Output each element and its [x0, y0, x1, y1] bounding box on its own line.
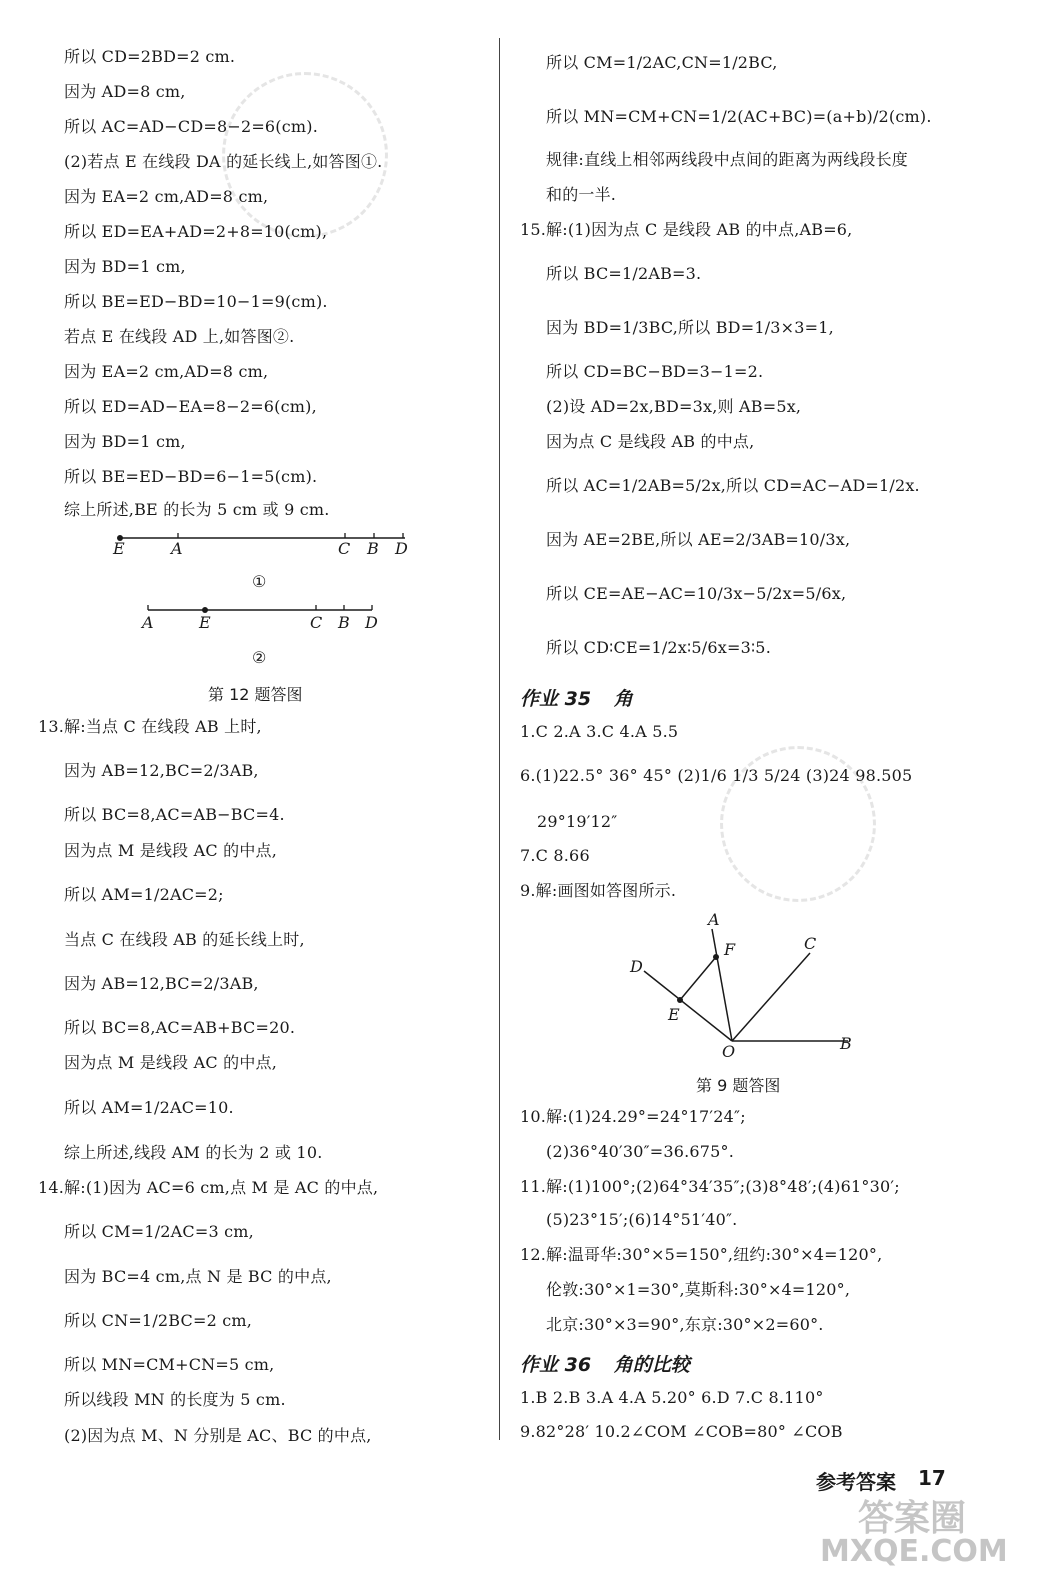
section-number: 作业 35 — [520, 688, 592, 710]
text-line: 因为点 M 是线段 AC 的中点, — [64, 841, 278, 860]
text-line: (2)36°40′30″=36.675°. — [546, 1142, 735, 1161]
point-label: E — [668, 1005, 680, 1024]
text-line: 因为 BD=1/3BC,所以 BD=1/3×3=1, — [546, 318, 834, 337]
figure-caption: 第 9 题答图 — [696, 1076, 781, 1095]
text-line: 因为 BD=1 cm, — [64, 257, 186, 276]
text-line: (5)23°15′;(6)14°51′40″. — [546, 1210, 738, 1229]
text-line: 所以 BC=8,AC=AB+BC=20. — [64, 1018, 296, 1037]
page-number: 17 — [918, 1466, 946, 1490]
text-line: 所以 CE=AE−AC=10/3x−5/2x=5/6x, — [546, 584, 847, 603]
footer-label: 参考答案 — [816, 1470, 896, 1494]
text-line: 6.(1)22.5° 36° 45° (2)1/6 1/3 5/24 (3)24 98.505 — [520, 766, 913, 785]
text-line: 11.解:(1)100°;(2)64°34′35″;(3)8°48′;(4)61°30′; — [520, 1177, 900, 1196]
watermark-logo: 答案圈 — [858, 1498, 967, 1539]
text-line: 所以 CD=BC−BD=3−1=2. — [546, 362, 764, 381]
text-line: 1.B 2.B 3.A 4.A 5.20° 6.D 7.C 8.110° — [520, 1388, 824, 1407]
point-label: D — [395, 539, 408, 558]
point-label: B — [367, 539, 379, 558]
section-heading — [520, 684, 633, 711]
text-line: 所以 CM=1/2AC,CN=1/2BC, — [546, 53, 778, 72]
text-line: 所以 CN=1/2BC=2 cm, — [64, 1311, 253, 1330]
text-line: 规律:直线上相邻两线段中点间的距离为两线段长度 — [546, 150, 908, 169]
text-line: 因为点 M 是线段 AC 的中点, — [64, 1053, 278, 1072]
segment-diagram-1 — [100, 524, 420, 599]
segment-diagram-2 — [130, 600, 410, 672]
text-line: 因为 AE=2BE,所以 AE=2/3AB=10/3x, — [546, 530, 851, 549]
text-line: 所以 ED=AD−EA=8−2=6(cm), — [64, 397, 317, 416]
text-line: 若点 E 在线段 AD 上,如答图②. — [64, 327, 295, 346]
text-line: 因为 BC=4 cm,点 N 是 BC 的中点, — [64, 1267, 332, 1286]
point-label: A — [708, 910, 720, 929]
text-line: 所以 CD∶CE=1/2x∶5/6x=3∶5. — [546, 638, 771, 657]
point-label: E — [199, 613, 211, 632]
point-label: D — [365, 613, 378, 632]
text-line: 10.解:(1)24.29°=24°17′24″; — [520, 1107, 746, 1126]
point-label: C — [338, 539, 351, 558]
text-line: 因为 AD=8 cm, — [64, 82, 186, 101]
text-line: 所以线段 MN 的长度为 5 cm. — [64, 1390, 286, 1409]
text-line: 1.C 2.A 3.C 4.A 5.5 — [520, 722, 679, 741]
text-line: 伦敦:30°×1=30°,莫斯科:30°×4=120°, — [546, 1280, 851, 1299]
section-topic: 角的比较 — [613, 1354, 690, 1376]
text-line: (2)若点 E 在线段 DA 的延长线上,如答图①. — [64, 152, 383, 171]
point-label: C — [310, 613, 323, 632]
text-line: 因为 AB=12,BC=2/3AB, — [64, 974, 259, 993]
diagram-number: ② — [252, 648, 267, 667]
text-line: 因为点 C 是线段 AB 的中点, — [546, 432, 755, 451]
text-line: 12.解:温哥华:30°×5=150°,纽约:30°×4=120°, — [520, 1245, 883, 1264]
point-label: E — [113, 539, 125, 558]
text-line: 所以 BE=ED−BD=10−1=9(cm). — [64, 292, 328, 311]
text-line: 所以 AC=1/2AB=5/2x,所以 CD=AC−AD=1/2x. — [546, 476, 920, 495]
text-line: 7.C 8.66 — [520, 846, 590, 865]
point-label: A — [171, 539, 183, 558]
text-line: 所以 CD=2BD=2 cm. — [64, 47, 236, 66]
text-line: 因为 BD=1 cm, — [64, 432, 186, 451]
text-line: 所以 ED=EA+AD=2+8=10(cm), — [64, 222, 328, 241]
point-label: D — [630, 957, 643, 976]
text-line: 所以 AM=1/2AC=10. — [64, 1098, 234, 1117]
text-line: 当点 C 在线段 AB 的延长线上时, — [64, 930, 305, 949]
point-label: O — [722, 1042, 736, 1061]
point-label: F — [724, 940, 736, 959]
text-line: 所以 MN=CM+CN=5 cm, — [64, 1355, 275, 1374]
section-number: 作业 36 — [520, 1354, 592, 1376]
section-heading — [520, 1350, 690, 1377]
text-line: (2)设 AD=2x,BD=3x,则 AB=5x, — [546, 397, 802, 416]
text-line: 因为 AB=12,BC=2/3AB, — [64, 761, 259, 780]
text-line: 综上所述,BE 的长为 5 cm 或 9 cm. — [64, 500, 330, 519]
angle-diagram — [620, 905, 870, 1065]
point-label: B — [840, 1034, 852, 1053]
text-line: 所以 AC=AD−CD=8−2=6(cm). — [64, 117, 319, 136]
text-line: 9.82°28′ 10.2∠COM ∠COB=80° ∠COB — [520, 1422, 843, 1441]
text-line: 所以 MN=CM+CN=1/2(AC+BC)=(a+b)/2(cm). — [546, 107, 932, 126]
text-line: 所以 BC=8,AC=AB−BC=4. — [64, 805, 285, 824]
text-line: 29°19′12″ — [537, 812, 618, 831]
point-label: A — [142, 613, 154, 632]
point-label: B — [338, 613, 350, 632]
text-line: 9.解:画图如答图所示. — [520, 881, 677, 900]
section-topic: 角 — [613, 688, 633, 710]
point-label: C — [804, 934, 817, 953]
text-line: 北京:30°×3=90°,东京:30°×2=60°. — [546, 1315, 824, 1334]
text-line: 因为 EA=2 cm,AD=8 cm, — [64, 187, 269, 206]
figure-caption: 第 12 题答图 — [208, 685, 303, 704]
text-line: 所以 CM=1/2AC=3 cm, — [64, 1222, 254, 1241]
text-line: 13.解:当点 C 在线段 AB 上时, — [38, 717, 262, 736]
watermark-text: MXQE.COM — [820, 1534, 1008, 1569]
text-line: (2)因为点 M、N 分别是 AC、BC 的中点, — [64, 1426, 372, 1445]
text-line: 所以 AM=1/2AC=2; — [64, 885, 224, 904]
text-line: 和的一半. — [546, 185, 617, 204]
diagram-number: ① — [252, 572, 267, 591]
column-divider — [499, 38, 500, 1440]
text-line: 14.解:(1)因为 AC=6 cm,点 M 是 AC 的中点, — [38, 1178, 379, 1197]
text-line: 所以 BE=ED−BD=6−1=5(cm). — [64, 467, 318, 486]
text-line: 因为 EA=2 cm,AD=8 cm, — [64, 362, 269, 381]
text-line: 综上所述,线段 AM 的长为 2 或 10. — [64, 1143, 323, 1162]
text-line: 所以 BC=1/2AB=3. — [546, 264, 702, 283]
text-line: 15.解:(1)因为点 C 是线段 AB 的中点,AB=6, — [520, 220, 853, 239]
